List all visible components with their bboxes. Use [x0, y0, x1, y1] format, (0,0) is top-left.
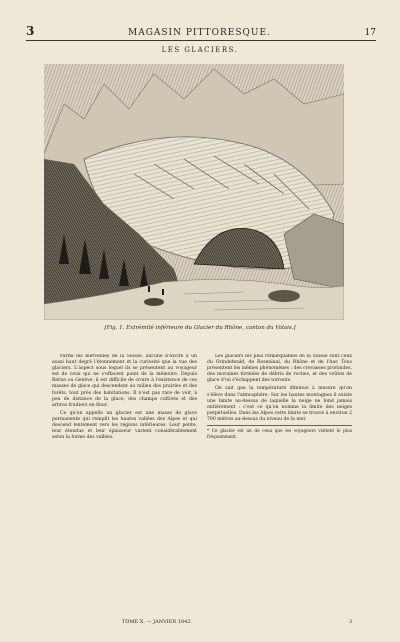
- right-column: [207, 354, 352, 606]
- volume-date: TOME X. — JANVIER 1842.: [122, 619, 193, 625]
- glacier-engraving: [44, 64, 344, 320]
- signature-mark: 3: [348, 619, 352, 625]
- paragraph: On sait que la température diminue à mesure qu'on s'élève dans l'atmosphère. Sur les hautes montagnes il existe une limite au-dessus de laquelle la neige ne fond jamais entièrement : c'est ce qu'on nomme la limite des neiges perpétuelles. Dans les Alpes cette limite se trouve à environ 2 700 mètres au-dessus du niveau de la mer.: [207, 386, 352, 422]
- magazine-title: MAGASIN PITTORESQUE.: [127, 28, 271, 38]
- figure-caption: [Fig. 1. Extrémité inférieure du Glacier du Rhône, canton du Valais.]: [104, 325, 296, 331]
- page-header: [26, 24, 376, 41]
- paragraph: Parmi les merveilles de la Suisse, aucune n'excite à un aussi haut degré l'étonnement et la curiosité que la vue des glaciers. L'aspect sous lequel ils se présentent au voyageur est de ceux qui ne s'effacent point de la mémoire. Depuis Berne ou Genève, il est difficile de croire à l'existence de ces masses de glace qui descendent au milieu des prairies et des forêts, tout près des habitations. Il n'est pas rare de voir, à peu de distance de la glace, des champs cultivés et des arbres fruitiers en fleur.: [52, 354, 197, 408]
- left-column: [52, 354, 197, 606]
- footnote: * Ce glacier est un de ceux que les voyageurs visitent le plus fréquemment.: [207, 425, 352, 439]
- paragraph: Ce qu'on appelle un glacier est une masse de glace permanente qui remplit les hautes vallées des Alpes et qui descend lentement vers les régions inférieures. Leur pente, leur étendue et leur épaisseur varient considérablement selon la forme des vallées.: [52, 410, 197, 441]
- paragraph: Les glaciers les plus remarquables de la Suisse sont ceux du Grindelwald, de Rosenlaui, du Rhône et de l'Aar. Tous présentent les mêmes phénomènes : des crevasses profondes, des moraines formées de débris de roches, et des voûtes de glace d'où s'échappent des torrents.: [207, 354, 352, 384]
- page-number: 17: [364, 28, 376, 38]
- article-body: [52, 354, 352, 606]
- page-footer: [52, 619, 352, 625]
- article-title: LES GLACIERS.: [161, 46, 239, 54]
- issue-number: 3: [26, 24, 35, 38]
